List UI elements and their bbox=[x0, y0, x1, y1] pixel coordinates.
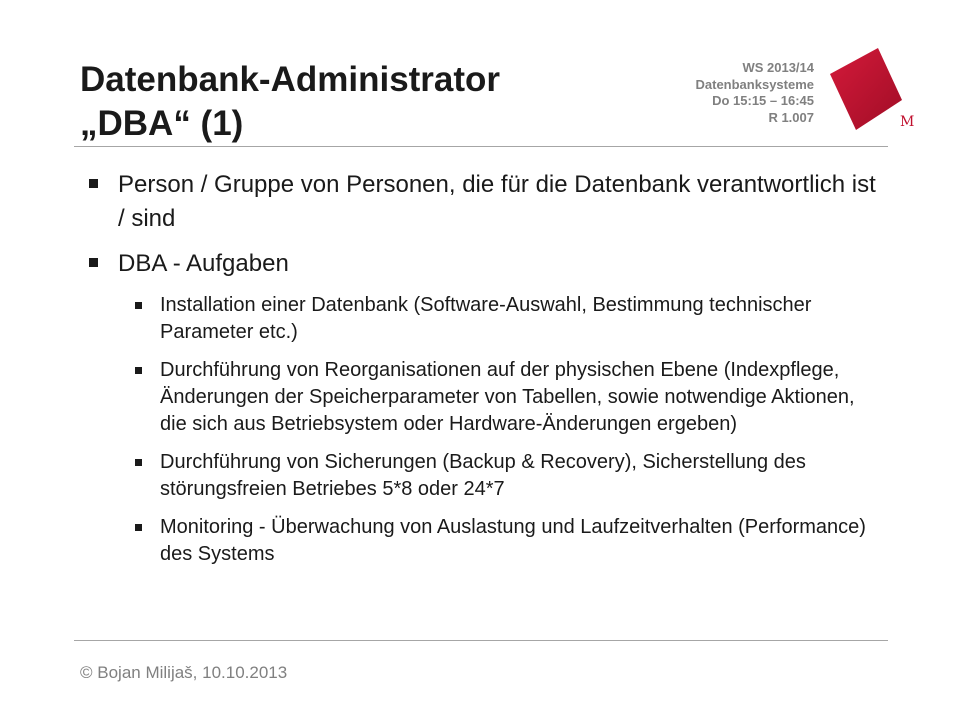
course-time: Do 15:15 – 16:45 bbox=[712, 93, 814, 108]
bullet-text: DBA - Aufgaben bbox=[118, 250, 289, 277]
course-semester: WS 2013/14 bbox=[742, 60, 814, 75]
sub-bullet-item bbox=[88, 449, 878, 503]
square-bullet-icon bbox=[89, 258, 98, 267]
sub-bullet-text: Monitoring - Überwachung von Auslastung und Laufzeitverhalten (Performance) des Systems bbox=[160, 516, 866, 565]
square-bullet-icon bbox=[135, 459, 142, 466]
slide-content bbox=[88, 168, 878, 579]
sub-bullet-item bbox=[88, 292, 878, 346]
bullet-item bbox=[88, 168, 878, 236]
square-bullet-icon bbox=[135, 524, 142, 531]
logo-shape bbox=[830, 48, 902, 130]
course-info bbox=[696, 60, 815, 126]
square-bullet-icon bbox=[89, 179, 98, 188]
bullet-text: Person / Gruppe von Personen, die für die Datenbank verantwortlich ist / sind bbox=[118, 171, 876, 232]
course-room: R 1.007 bbox=[768, 109, 814, 125]
university-logo-icon bbox=[826, 48, 915, 134]
sub-bullet-text: Durchführung von Sicherungen (Backup & Recovery), Sicherstellung des störungsfreien Betriebes 5*8 oder 24*7 bbox=[160, 451, 806, 500]
slide-title bbox=[80, 58, 500, 146]
slide-title-line-1: Datenbank-Administrator bbox=[80, 60, 501, 99]
slide-title-line-2: „DBA“ (1) bbox=[80, 104, 244, 143]
logo-letter: M bbox=[900, 114, 915, 130]
course-name: Datenbanksysteme bbox=[695, 76, 814, 92]
sub-bullet-item bbox=[88, 514, 878, 568]
sub-bullet-text: Durchführung von Reorganisationen auf der physischen Ebene (Indexpflege, Änderungen der Speicherparameter von Tabellen, sowie notwendige Aktionen, die sich aus Betriebsystem oder Hardware-Änderungen ergeben) bbox=[160, 359, 855, 435]
square-bullet-icon bbox=[135, 367, 142, 374]
bullet-item bbox=[88, 247, 878, 281]
sub-bullet-text: Installation einer Datenbank (Software-Auswahl, Bestimmung technischer Parameter etc.) bbox=[160, 294, 812, 343]
footer-divider bbox=[74, 640, 888, 641]
footer-copyright: © Bojan Milijaš, 10.10.2013 bbox=[80, 663, 288, 682]
sub-bullet-item bbox=[88, 357, 878, 438]
square-bullet-icon bbox=[135, 302, 142, 309]
header-divider bbox=[74, 146, 888, 147]
